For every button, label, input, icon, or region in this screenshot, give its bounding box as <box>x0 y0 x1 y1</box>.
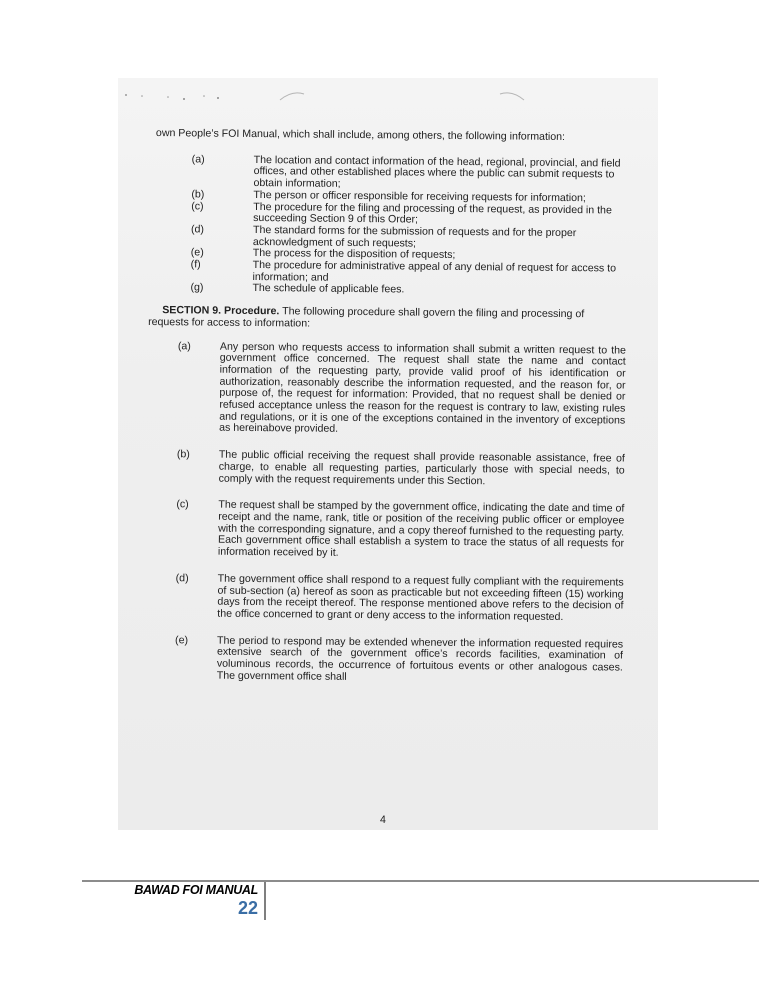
section-intro: The following procedure shall govern the filing and processing of requests for access to information: <box>148 305 585 330</box>
list-item-text: The procedure for administrative appeal of any denial of request for access to information; and <box>252 259 617 284</box>
list-item-label: (g) <box>190 281 204 294</box>
list-item-label: (e) <box>190 246 204 259</box>
section-9-paragraph <box>148 305 626 333</box>
list-item-text: The process for the disposition of requests; <box>252 247 456 262</box>
manual-contents-list <box>148 154 627 299</box>
procedure-item <box>147 449 625 489</box>
procedure-item-text: The government office shall respond to a request fully compliant with the requirements of sub-section (a) hereof as soon as practicable but not exceeding fifteen (15) working days from the receipt thereof. The response mentioned above refers to the decision of the office concerned to grant or deny access to the information requested. <box>217 572 624 623</box>
section-heading: SECTION 9. Procedure. <box>162 304 280 318</box>
footer-rule <box>82 880 759 882</box>
procedure-item-text: The public official receiving the request shall provide reasonable assistance, free of charge, to enable all requesting parties, particularly those with special needs, to comply with the request requirements under this Section. <box>218 448 625 487</box>
list-item-label: (d) <box>190 223 205 236</box>
list-item-label: (b) <box>191 188 205 201</box>
list-item-text: The person or officer responsible for receiving requests for information; <box>253 188 586 204</box>
procedure-item-label: (c) <box>176 498 189 511</box>
procedure-item-text: The period to respond may be extended whenever the information requested requires extensive search of the government office’s records facilities, examination of voluminous records, the occurrence of fortuitous events or other analogous cases. The government office shall <box>216 634 624 683</box>
list-item-text: The schedule of applicable fees. <box>252 282 405 296</box>
list-item-label: (a) <box>191 153 205 166</box>
document-body <box>145 128 628 701</box>
intro-paragraph: own People’s FOI Manual, which shall include, among others, the following information: <box>155 127 566 143</box>
footer-page-number: 22 <box>237 898 258 918</box>
procedure-item <box>146 499 625 562</box>
list-item-label: (c) <box>191 199 204 213</box>
list-item <box>149 154 627 194</box>
footer-separator <box>264 882 266 920</box>
procedure-item-text: Any person who requests access to information shall submit a written request to the government office concerned. The request shall state the name and contact information of the requesting party, provide valid proof of his identification or authorization, reasonably describe the information requested, and the reason for, or purpose of, the request for information: Provided, that no request shall be denied or refused acceptance unless the reason for the request is contrary to law, existing rules and regulations, or it is one of the exceptions contained in the inventory of exceptions as hereinabove provided. <box>219 340 626 436</box>
procedure-item-label: (e) <box>175 633 189 646</box>
list-item-text: The standard forms for the submission of requests and for the proper acknowledgment of such requests; <box>252 223 577 250</box>
list-item-text: The location and contact information of the head, regional, provincial, and field offices, and other established places where the public can submit requests to obtain information; <box>253 153 621 190</box>
procedure-item-label: (b) <box>176 448 190 461</box>
footer-title: BAWAD FOI MANUAL <box>134 883 258 897</box>
procedure-item <box>145 573 623 624</box>
procedure-item-text: The request shall be stamped by the government office, indicating the date and time of receipt and the name, rank, title or position of the receiving public officer or employee with the corresponding signature, and a copy thereof furnished to the requesting party. Each government office shall establish a system to trace the status of all requests for information received by it. <box>217 498 625 559</box>
list-item-text: The procedure for the filing and processing of the request, as provided in the succeeding Section 9 of this Order; <box>253 200 612 226</box>
procedure-item-label: (a) <box>177 339 191 352</box>
procedure-item <box>145 635 623 686</box>
procedure-item <box>147 341 626 439</box>
scanned-page-number: 4 <box>380 814 386 826</box>
scan-artifact-marks <box>120 88 540 102</box>
list-item-label: (f) <box>190 258 201 271</box>
procedure-list <box>145 341 626 686</box>
procedure-item-label: (d) <box>175 572 189 585</box>
